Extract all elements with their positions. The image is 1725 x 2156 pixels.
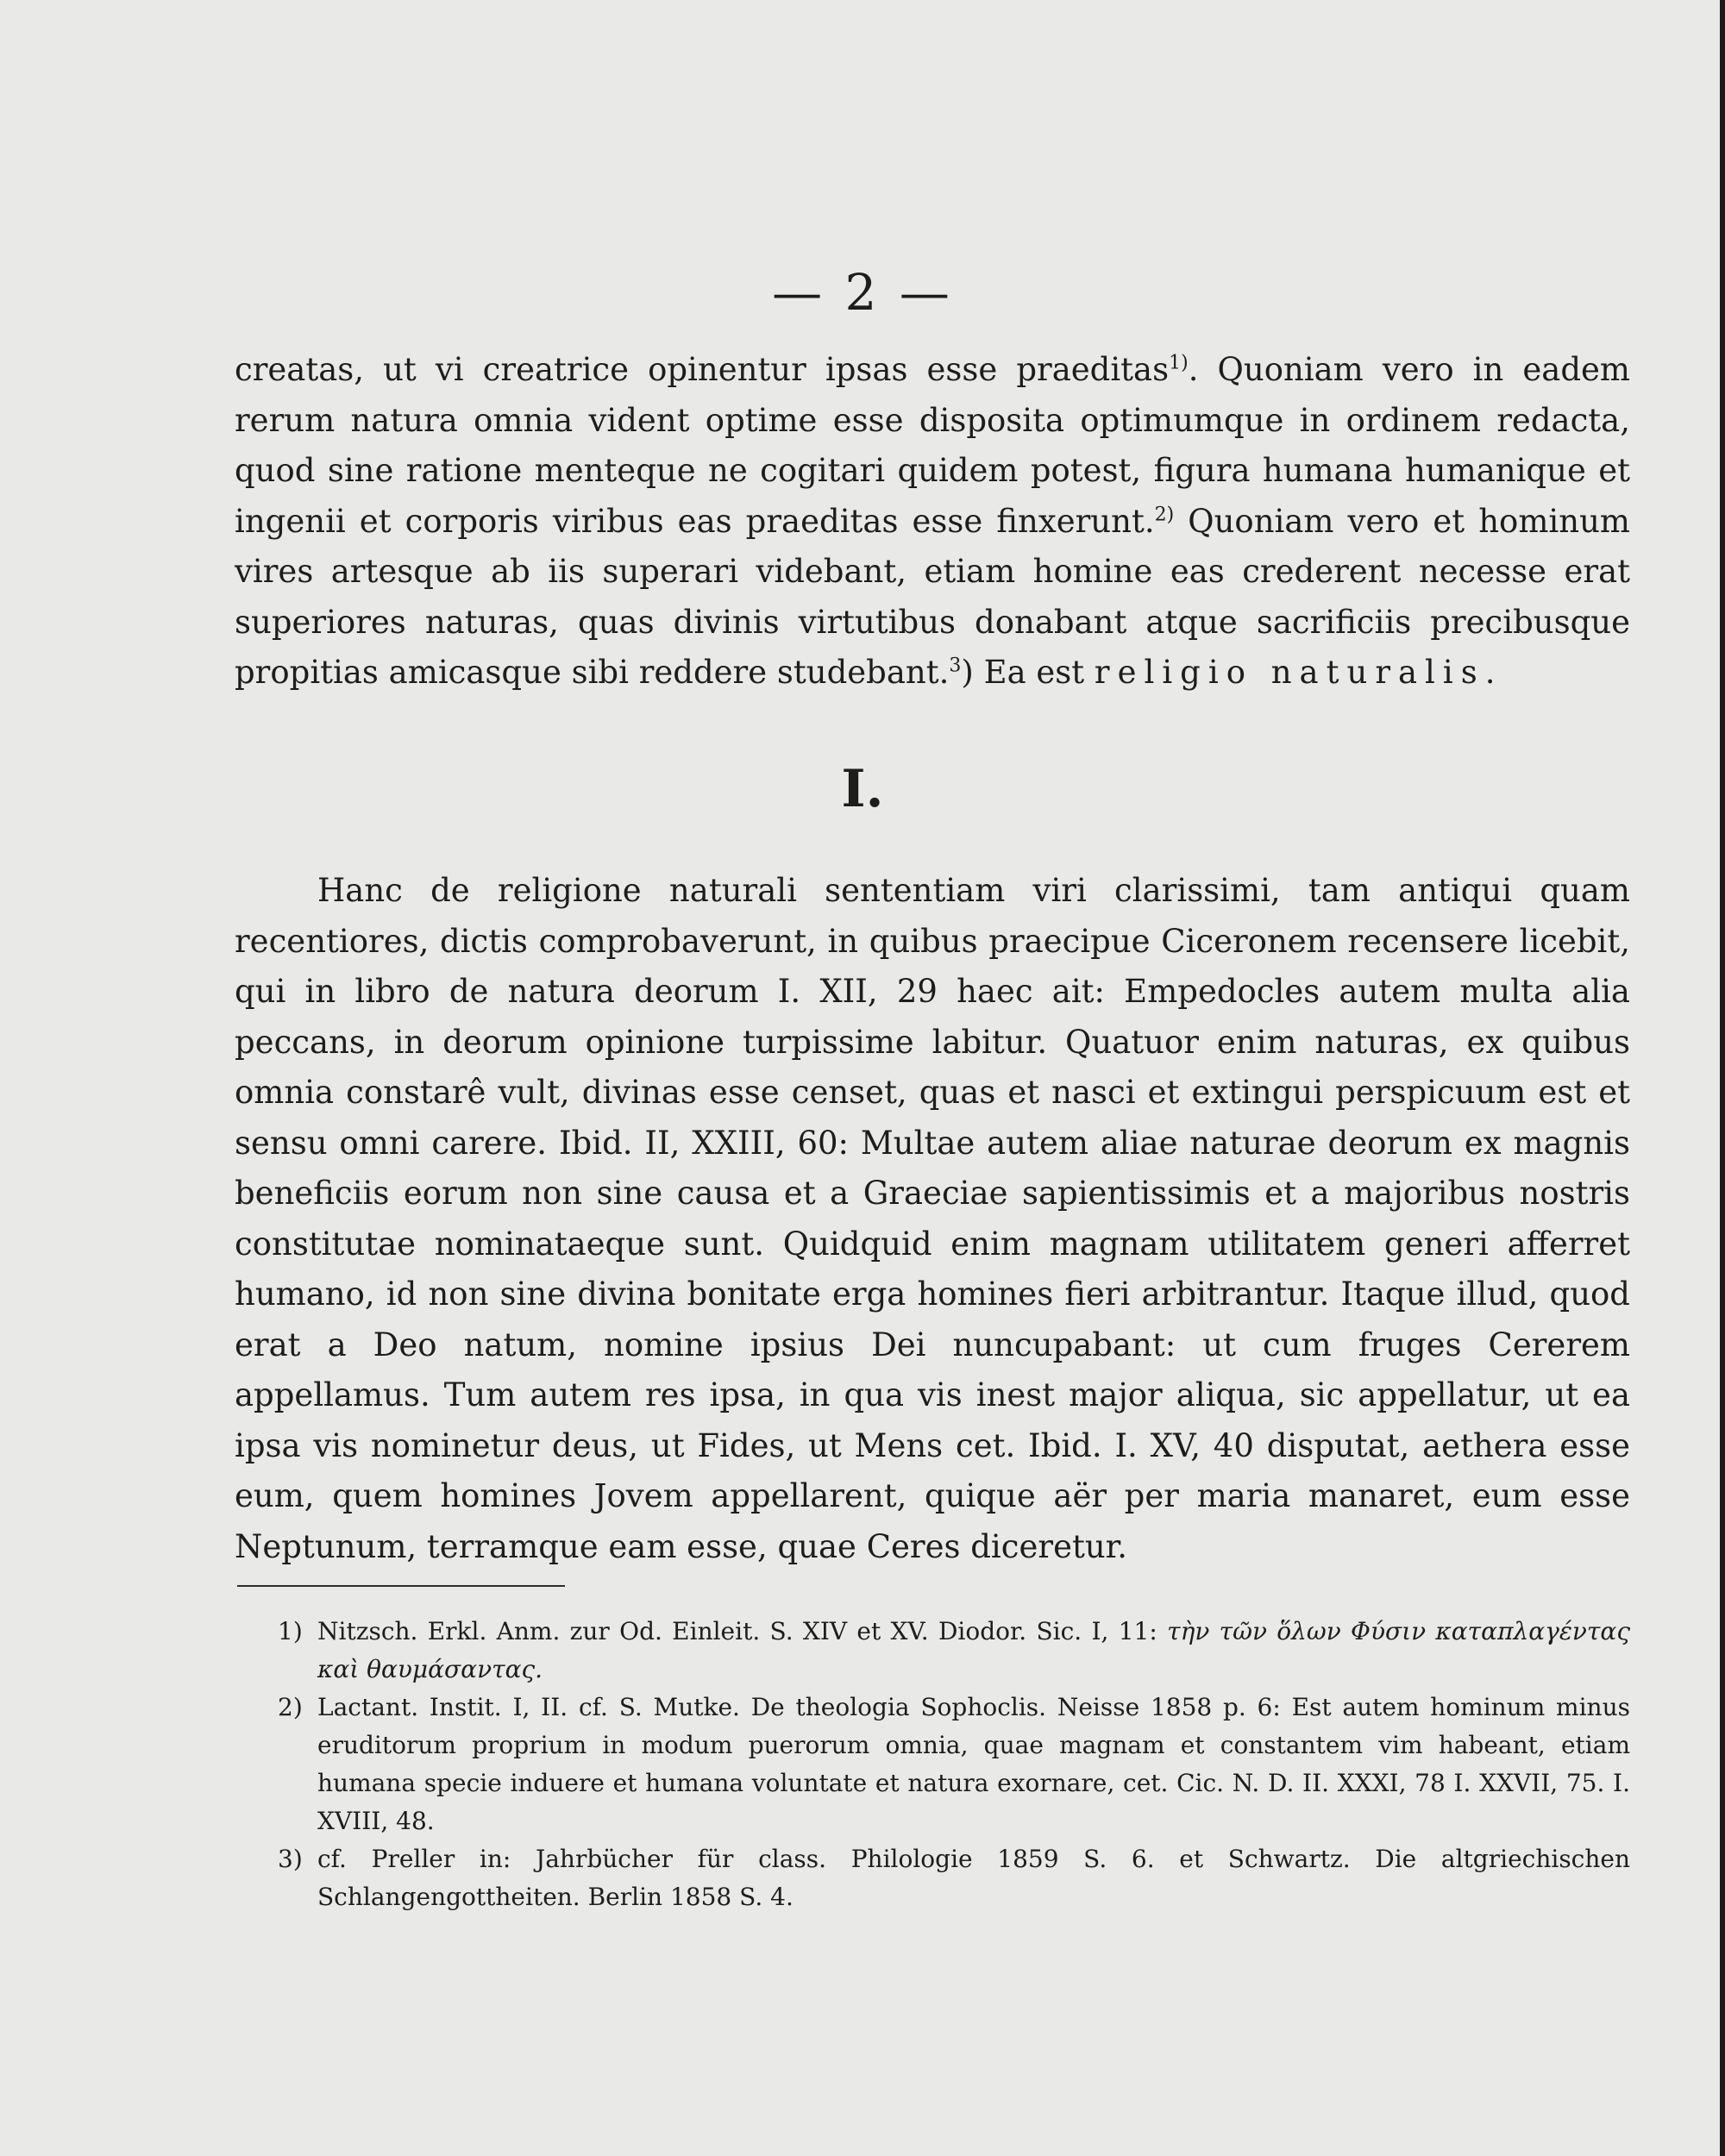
footnote-mark: 2) [278,1693,303,1721]
intro-text-3: Quoniam vero et hominum vires artesque ab iis superari videbant, etiam homine eas crederent necesse erat superiores naturas, quas divinis virtutibus donabant atque sacrificiis precibusque propitias amicasque sibi reddere studebant. [235,502,1630,691]
intro-text-2: . Quoniam vero in eadem rerum natura omnia vident optime esse disposita optimumque in ordinem redacta, quod sine ratione menteque ne cogitari quidem potest, figura humana humanique et ingenii et corporis viribus eas praeditas esse finxerunt. [235,351,1631,540]
intro-text-4: ) Ea est [961,654,1095,691]
footnote-ref-3: 3 [949,655,962,677]
scan-edge [1720,0,1725,2156]
footnote-divider [237,1585,565,1587]
footnote-mark: 1) [278,1617,303,1645]
footnote-2 [235,1689,1630,1840]
footnote-text: cf. Preller in: Jahrbücher für class. Philologie 1859 S. 6. et Schwartz. Die altgriechischen Schlangengottheiten. Berlin 1858 S. 4. [317,1845,1630,1911]
page-number: — 2 — [772,263,953,322]
footnote-greek-text: τὴν τῶν ὅλων Φύσιν καταπλαγέντας καὶ θαυμάσαντας. [317,1617,1631,1683]
intro-paragraph [235,345,1630,699]
footnote-1 [235,1613,1630,1689]
intro-text-5: . [1484,654,1496,691]
footnote-text: Nitzsch. Erkl. Anm. zur Od. Einleit. S. XIV et XV. Diodor. Sic. I, 11: [317,1617,1168,1645]
footnote-3 [235,1840,1630,1916]
emphasized-term: religio naturalis [1094,654,1485,691]
body-section [235,866,1630,1572]
footnote-ref-1: 1) [1169,352,1189,374]
footnotes [235,1613,1630,1916]
section-heading: I. [841,759,884,819]
footnote-ref-2: 2) [1154,504,1175,526]
intro-text-1: creatas, ut vi creatrice opinentur ipsas esse praeditas [235,351,1170,388]
footnote-mark: 3) [278,1845,303,1873]
body-paragraph: Hanc de religione naturali sententiam viri clarissimi, tam antiqui quam recentiores, dictis comprobaverunt, in quibus praecipue Ciceronem recensere licebit, qui in libro de natura deorum I. XII, 29 haec ait: Empedocles autem multa alia peccans, in deorum opinione turpissime labitur. Quatuor enim naturas, ex quibus omnia constarê vult, divinas esse censet, quas et nasci et extingui perspicuum est et sensu omni carere. Ibid. II, XXIII, 60: Multae autem aliae naturae deorum ex magnis beneficiis eorum non sine causa et a Graeciae sapientissimis et a majoribus nostris constitutae nominataeque sunt. Quidquid enim magnam utilitatem generi afferret humano, id non sine divina bonitate erga homines fieri arbitrantur. Itaque illud, quod erat a Deo natum, nomine ipsius Dei nuncupabant: ut cum fruges Cererem appellamus. Tum autem res ipsa, in qua vis inest major aliqua, sic appellatur, ut ea ipsa vis nominetur deus, ut Fides, ut Mens cet. Ibid. I. XV, 40 disputat, aethera esse eum, quem homines Jovem appellarent, quique aër per maria manaret, eum esse Neptunum, terramque eam esse, quae Ceres diceretur. [235,872,1630,1565]
footnote-text: Lactant. Instit. I, II. cf. S. Mutke. De theologia Sophoclis. Neisse 1858 p. 6: Est autem hominum minus eruditorum proprium in modum puerorum omnia, quae magnam et constantem vim habeant, etiam humana specie induere et humana voluntate et natura exornare, cet. Cic. N. D. II. XXXI, 78 I. XXVII, 75. I. XVIII, 48. [317,1693,1630,1835]
